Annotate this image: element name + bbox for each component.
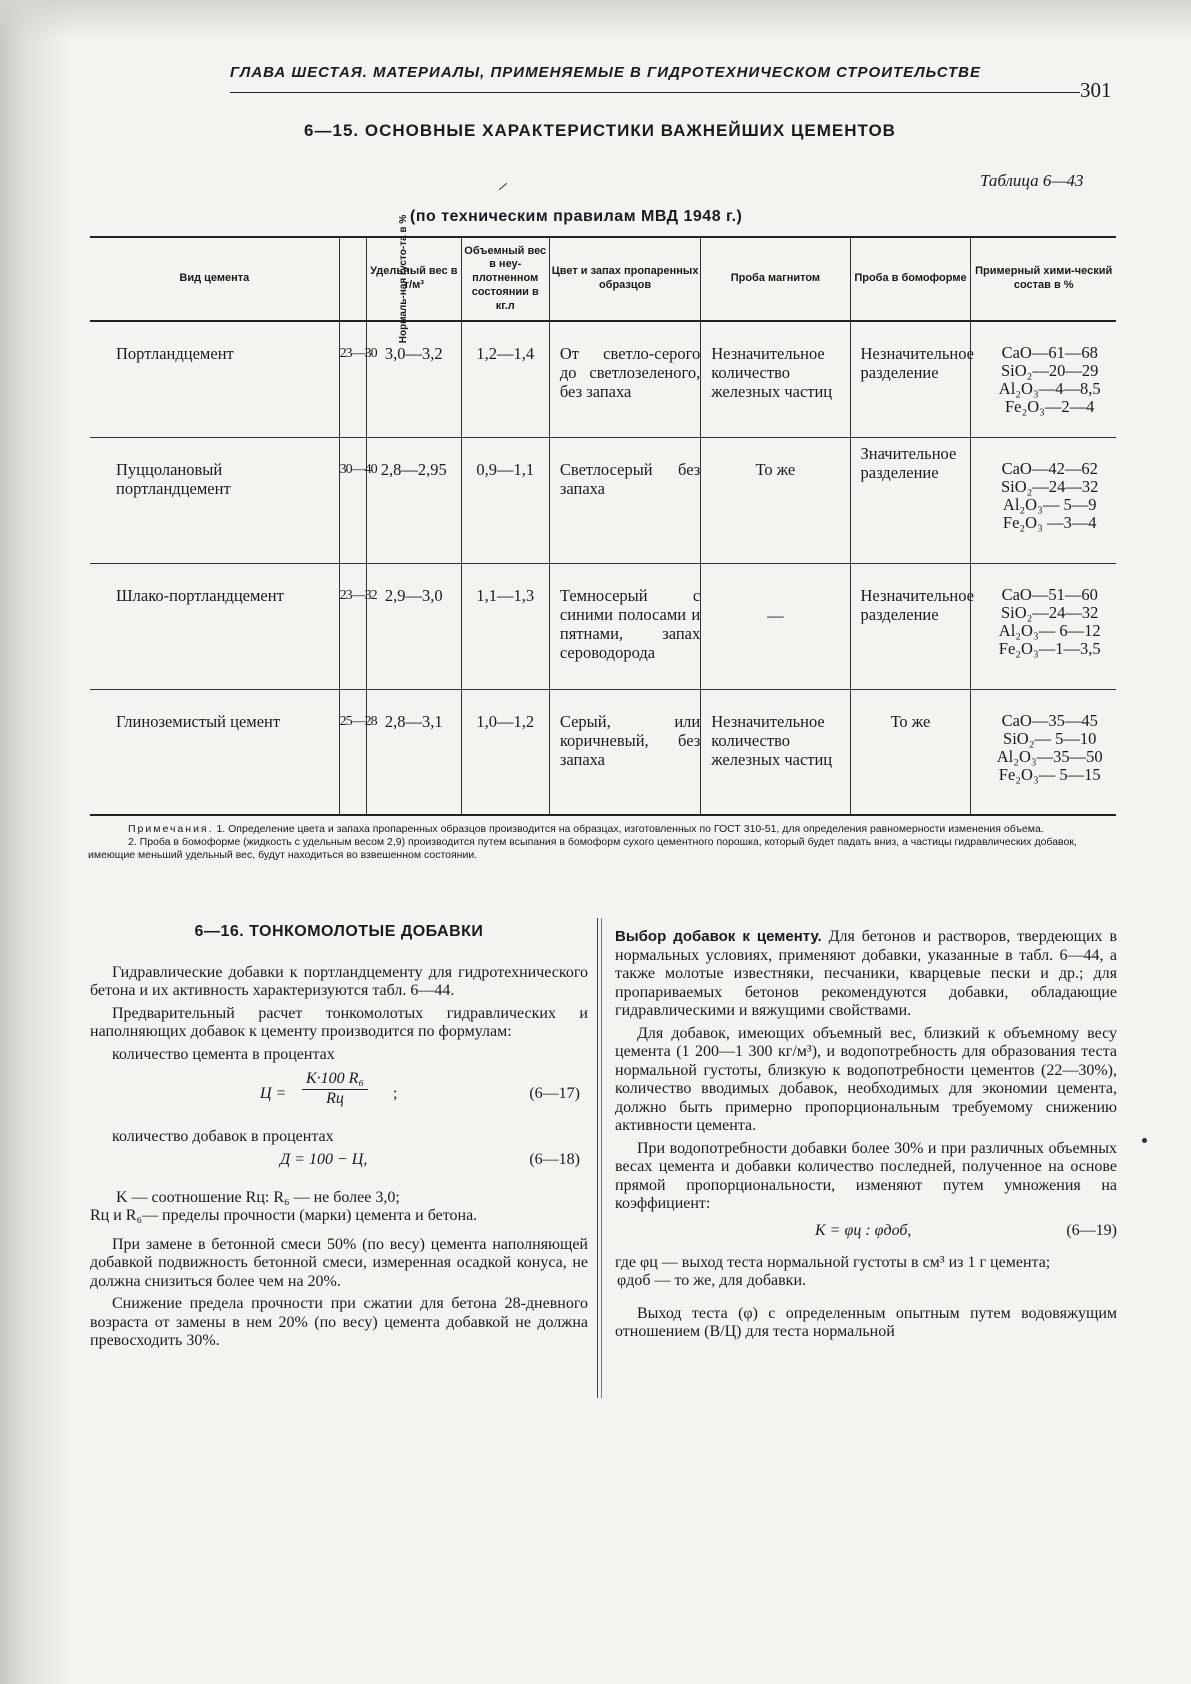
section-title-6-15: 6—15. ОСНОВНЫЕ ХАРАКТЕРИСТИКИ ВАЖНЕЙШИХ ЦЕМЕНТОВ: [304, 121, 896, 140]
chem-line: SiO₂— 5—10: [1003, 728, 1097, 748]
header-bulk-weight: Объемный вес в неу-плотненном состоянии в кг.л: [461, 237, 549, 321]
cell-bulk: 0,9—1,1: [461, 437, 549, 563]
chem-line: Fe₂O₃—1—3,5: [998, 638, 1101, 658]
table-row: [90, 563, 1116, 689]
formula-number: (6—18): [529, 1150, 580, 1168]
runin-heading: Выбор добавок к цементу.: [615, 928, 822, 945]
cell-bulk: 1,1—1,3: [461, 563, 549, 689]
right-column: [615, 928, 1117, 1346]
scan-shadow-top: [0, 0, 1191, 40]
definition: Rц и R₆— пределы прочности (марки) цемента и бетона.: [90, 1207, 478, 1224]
header-chem: Примерный хими-ческий состав в %: [971, 237, 1116, 321]
paragraph: Выход теста (φ) с определенным опытным путем водовяжущим отношением (В/Ц) для теста нормальной: [615, 1304, 1117, 1340]
paragraph: При замене в бетонной смеси 50% (по весу) цемента наполняющей добавкой подвижность бетонной смеси, измеренная осадкой конуса, не должна снизиться более чем на 20%.: [90, 1235, 588, 1290]
table-row: [90, 437, 1116, 563]
chem-line: CaO—42—62: [1001, 458, 1098, 478]
header-type: Вид цемента: [90, 237, 339, 321]
cell-bomb: Незначительное разделение: [850, 321, 971, 437]
header-rule: [230, 92, 1080, 93]
paragraph: [615, 928, 1117, 1021]
cell-name: Пуццолановый портландцемент: [90, 437, 339, 563]
cell-bomb: То же: [850, 689, 971, 815]
header-density: Нормаль-ная густо-та в %: [339, 237, 366, 321]
chem-line: Al₂O₃—4—8,5: [998, 379, 1101, 398]
chem-line: CaO—51—60: [1001, 584, 1098, 604]
cell-density: 30—40: [339, 437, 366, 563]
table-row: [90, 689, 1116, 815]
chem-line: Al₂O₃— 6—12: [998, 620, 1101, 640]
ink-spot: [1142, 1138, 1147, 1143]
paragraph: Предварительный расчет тонкомолотых гидравлических и наполняющих добавок к цементу производится по формулам:: [90, 1004, 588, 1040]
formula-numerator: K·100 R₆: [302, 1070, 368, 1090]
definition: где φц — выход теста нормальной густоты в см³ из 1 г цемента;: [615, 1253, 1051, 1271]
definition: φдоб — то же, для добавки.: [617, 1272, 806, 1289]
chem-line: SiO₂—24—32: [1000, 602, 1099, 622]
formula-label: количество добавок в процентах: [112, 1128, 334, 1145]
formula-6-19: [615, 1220, 1117, 1248]
cell-color: Темносерый с синими полосами и пятнами, запах сероводорода: [549, 563, 700, 689]
table-subtitle: (по техническим правилам МВД 1948 г.): [410, 208, 743, 225]
page-number: 301: [1080, 78, 1112, 102]
cell-spec: 2,8—3,1: [366, 689, 461, 815]
header-spec-weight: Удельный вес в т/м³: [366, 237, 461, 321]
note-2: 2. Проба в бомоформе (жидкость с удельным весом 2,9) производится путем всыпания в бомоформ сухого цементного порошка, который будет падать вниз, а частицы гидравлических добавок, имеющие меньший удельный вес, будут находиться во взвешенном состоянии.: [88, 836, 1077, 861]
scan-shadow-left: [0, 0, 70, 1684]
section-title-6-16: 6—16. ТОНКОМОЛОТЫЕ ДОБАВКИ: [194, 923, 484, 940]
table-header-row: [90, 237, 1116, 321]
cell-chem: [971, 563, 1116, 689]
table-label: Таблица 6—43: [980, 171, 1084, 190]
formula-punct: ;: [393, 1085, 398, 1102]
formula-fraction: [302, 1070, 368, 1108]
formula-number: (6—17): [529, 1085, 580, 1102]
cell-bomb: Значительное разделение: [850, 437, 971, 563]
paragraph: При водопотребности добавки более 30% и при различных объемных весах цемента и добавки количество последней, полученное на основе прямой пропорциональности, изменяют путем умножения на коэффициент:: [615, 1139, 1117, 1212]
note-1-text: 1. Определение цвета и запаха пропаренных образцов производится на образцах, изготовленных по ГОСТ 310-51, для определения равномерности изменения объема.: [216, 823, 1044, 835]
chem-line: Fe₂O₃— 5—15: [998, 764, 1101, 784]
cell-density: 25—28: [339, 689, 366, 815]
chem-line: SiO₂—20—29: [1000, 361, 1099, 380]
cell-color: Серый, или коричневый, без запаха: [549, 689, 700, 815]
paragraph: Гидравлические добавки к портландцементу для гидротехнического бетона и их активность характеризуются табл. 6—44.: [90, 963, 588, 999]
cell-density: 23—32: [339, 563, 366, 689]
chem-line: Fe₂O₃—2—4: [1004, 397, 1095, 416]
paragraph: Для добавок, имеющих объемный вес, близкий к объемному весу цемента (1 200—1 300 кг/м³), и водопотребность для образования теста нормальной густоты, близкую к водопотребности цементов (22—30%), количество вводимых добавок, необходимых для экономии цемента, должно быть примерно пропорциональным требуемому снижению активности цемента.: [615, 1024, 1117, 1134]
cell-bulk: 1,2—1,4: [461, 321, 549, 437]
formula-6-17: [90, 1070, 588, 1124]
pencil-mark: [499, 183, 507, 190]
chem-line: CaO—35—45: [1001, 710, 1098, 730]
cell-bulk: 1,0—1,2: [461, 689, 549, 815]
cell-chem: [971, 321, 1116, 437]
cell-color: Светлосерый без запаха: [549, 437, 700, 563]
paragraph-text: Для бетонов и растворов, твердеющих в нормальных условиях, применяют добавки, указанные в табл. 6—44, а также молотые известняки, песчаники, кварцевые пески и др.; для пропариваемых бетонов рекомендуются добавки, обладающие гидравлическими и вяжущими свойствами.: [615, 928, 1118, 1019]
cell-color: От светло-серого до светлозеленого, без запаха: [549, 321, 700, 437]
cell-chem: [971, 689, 1116, 815]
header-magnet: Проба магнитом: [701, 237, 850, 321]
cell-name: Портландцемент: [90, 321, 339, 437]
column-divider: [601, 918, 602, 1398]
chem-line: Fe₂O₃ —3—4: [1002, 512, 1097, 532]
definition: K — соотношение Rц: R₆ — не более 3,0;: [116, 1188, 400, 1206]
formula-denominator: Rц: [326, 1089, 344, 1107]
left-column: [90, 923, 588, 1355]
formula-label: количество цемента в процентах: [112, 1045, 335, 1063]
cell-bomb: Незначительное разделение: [850, 563, 971, 689]
chem-line: CaO—61—68: [1001, 343, 1098, 362]
cell-spec: 2,9—3,0: [366, 563, 461, 689]
cell-spec: 3,0—3,2: [366, 321, 461, 437]
cell-name: Шлако-портландцемент: [90, 563, 339, 689]
chem-line: SiO₂—24—32: [1000, 476, 1099, 496]
cell-magnet: То же: [701, 437, 850, 563]
formula-lhs: Ц =: [260, 1085, 287, 1102]
chem-line: Al₂O₃—35—50: [996, 746, 1103, 766]
cell-spec: 2,8—2,95: [366, 437, 461, 563]
note-1: [88, 823, 1116, 836]
formula-expression: K = φц : φдоб,: [815, 1221, 912, 1239]
cell-magnet: Незначительное количество железных частиц: [701, 689, 850, 815]
table-notes: [88, 823, 1116, 862]
chem-line: Al₂O₃— 5—9: [1002, 494, 1097, 514]
table-row: [90, 321, 1116, 437]
cell-chem: [971, 437, 1116, 563]
definitions: [90, 1189, 588, 1226]
formula-6-18: [90, 1151, 588, 1177]
definitions: [615, 1254, 1117, 1291]
cell-magnet: —: [701, 563, 850, 689]
cell-name: Глиноземистый цемент: [116, 711, 281, 731]
formula-expression: Д = 100 − Ц,: [280, 1150, 368, 1168]
paragraph: Снижение предела прочности при сжатии для бетона 28-дневного возраста от замены в нем 20% (по весу) цемента добавкой не должна превосходить 30%.: [90, 1295, 588, 1349]
cell-magnet: Незначительное количество железных частиц: [701, 321, 850, 437]
header-bomb: Проба в бомоформе: [850, 237, 971, 321]
notes-label: Примечания.: [128, 823, 214, 835]
column-divider: [597, 918, 598, 1398]
running-head: ГЛАВА ШЕСТАЯ. МАТЕРИАЛЫ, ПРИМЕНЯЕМЫЕ В ГИДРОТЕХНИЧЕСКОМ СТРОИТЕЛЬСТВЕ: [230, 64, 981, 81]
cell-density: 23—30: [339, 321, 366, 437]
header-color: Цвет и запах пропаренных образцов: [549, 237, 700, 321]
formula-number: (6—19): [1066, 1221, 1117, 1239]
